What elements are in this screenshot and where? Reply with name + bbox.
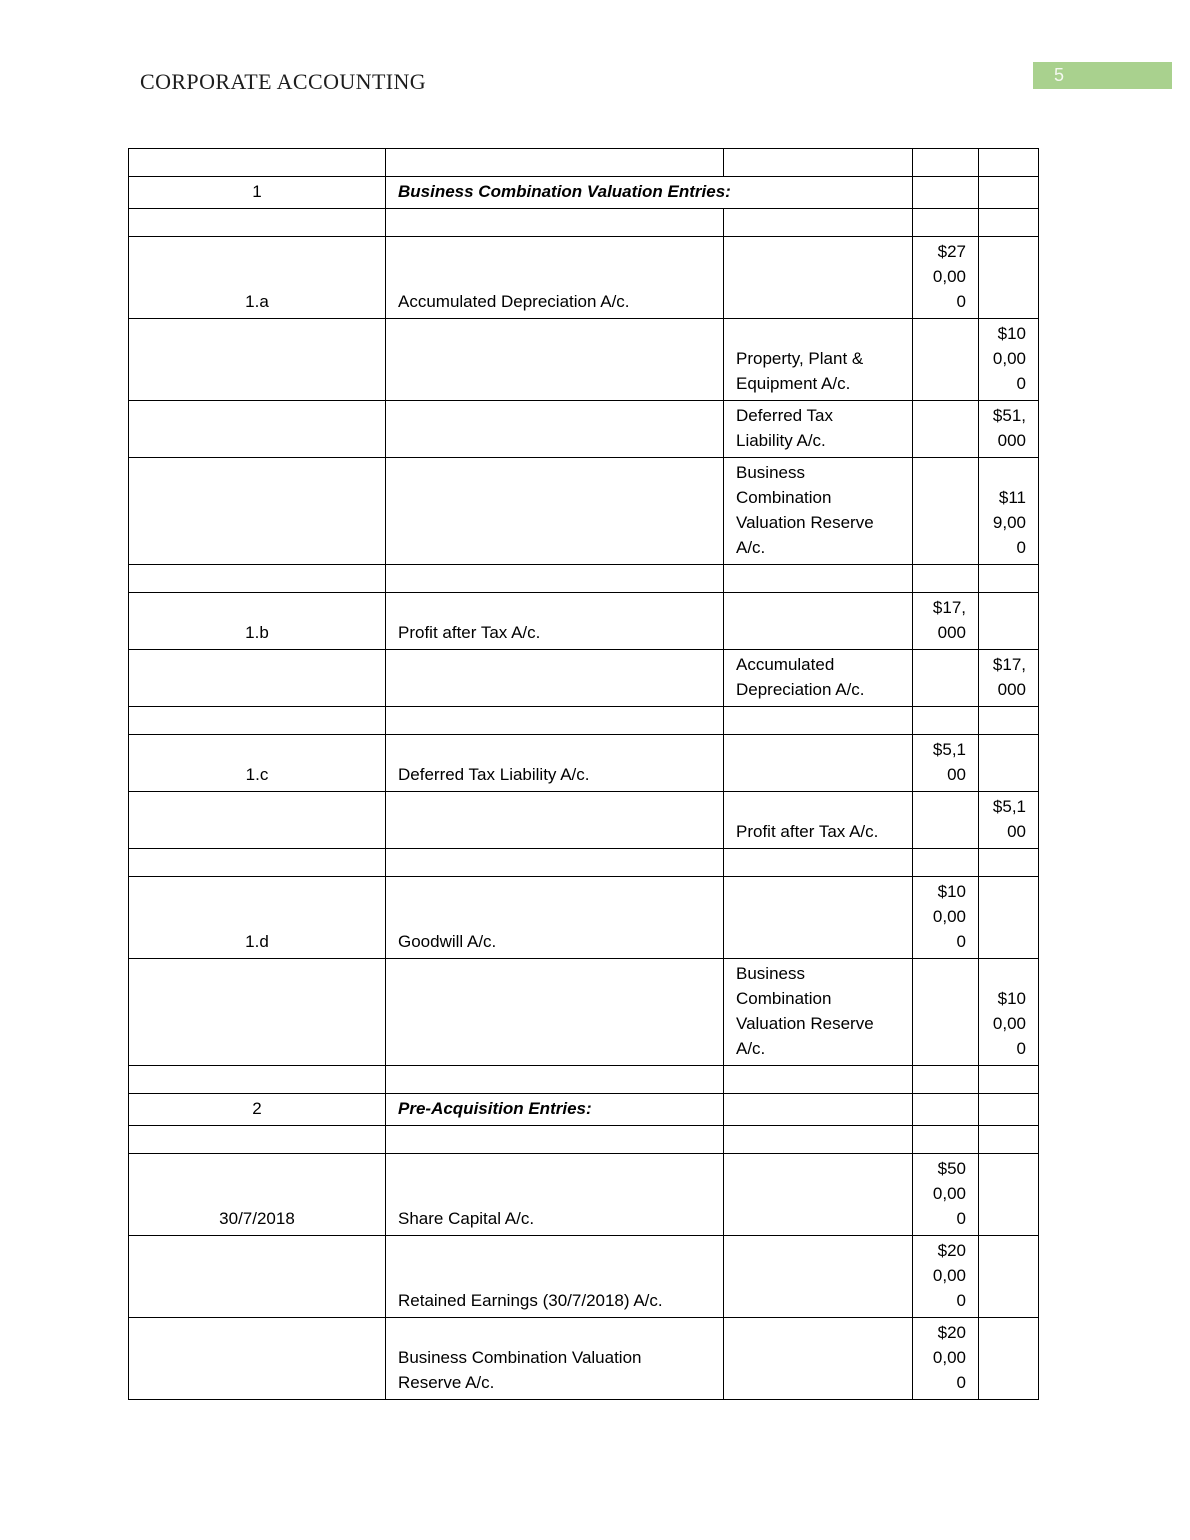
- credit-account-cell: Deferred Tax Liability A/c.: [724, 401, 913, 458]
- section-row: [129, 1094, 1039, 1126]
- journal-entries-table: [128, 148, 1039, 1400]
- debit-amount-cell: $17,000: [913, 593, 979, 650]
- debit-amount-cell: $500,000: [913, 1154, 979, 1236]
- debit-account-cell: Profit after Tax A/c.: [386, 593, 724, 650]
- entry-row: [129, 877, 1039, 959]
- spacer-row: [129, 1126, 1039, 1154]
- entry-no-cell: [129, 959, 386, 1066]
- debit-amount-cell: [913, 401, 979, 458]
- credit-account-cell: [724, 565, 913, 593]
- debit-amount-cell: [913, 1094, 979, 1126]
- debit-amount-cell: [913, 319, 979, 401]
- credit-amount-cell: $119,000: [979, 458, 1039, 565]
- entry-no-cell: [129, 1126, 386, 1154]
- entry-no-cell: [129, 209, 386, 237]
- entry-no-cell: [129, 319, 386, 401]
- debit-account-cell: [386, 1126, 724, 1154]
- credit-account-cell: [724, 209, 913, 237]
- credit-account-cell: [724, 1094, 913, 1126]
- debit-account-cell: [386, 1066, 724, 1094]
- entry-no-cell: [129, 707, 386, 735]
- debit-amount-cell: [913, 565, 979, 593]
- credit-amount-cell: [979, 1066, 1039, 1094]
- debit-amount-cell: [913, 209, 979, 237]
- entry-no-cell: [129, 565, 386, 593]
- entry-row: [129, 237, 1039, 319]
- spacer-row: [129, 565, 1039, 593]
- debit-account-cell: [386, 458, 724, 565]
- credit-amount-cell: $51,000: [979, 401, 1039, 458]
- debit-account-cell: Retained Earnings (30/7/2018) A/c.: [386, 1236, 724, 1318]
- credit-amount-cell: [979, 1154, 1039, 1236]
- credit-account-cell: [724, 1318, 913, 1400]
- debit-account-cell: Share Capital A/c.: [386, 1154, 724, 1236]
- debit-amount-cell: [913, 959, 979, 1066]
- entry-row: [129, 959, 1039, 1066]
- credit-amount-cell: [979, 149, 1039, 177]
- debit-amount-cell: $100,000: [913, 877, 979, 959]
- entry-no-cell: [129, 1066, 386, 1094]
- credit-account-cell: Accumulated Depreciation A/c.: [724, 650, 913, 707]
- debit-amount-cell: [913, 1066, 979, 1094]
- debit-amount-cell: [913, 707, 979, 735]
- credit-amount-cell: [979, 565, 1039, 593]
- debit-amount-cell: [913, 149, 979, 177]
- entry-no-cell: [129, 149, 386, 177]
- entry-row: [129, 319, 1039, 401]
- credit-amount-cell: [979, 1094, 1039, 1126]
- debit-amount-cell: [913, 849, 979, 877]
- entry-row: [129, 458, 1039, 565]
- spacer-row: [129, 149, 1039, 177]
- debit-amount-cell: [913, 1126, 979, 1154]
- credit-amount-cell: [979, 877, 1039, 959]
- debit-amount-cell: $200,000: [913, 1318, 979, 1400]
- entry-no-cell: 30/7/2018: [129, 1154, 386, 1236]
- credit-account-cell: [724, 849, 913, 877]
- credit-account-cell: Property, Plant & Equipment A/c.: [724, 319, 913, 401]
- credit-account-cell: [724, 1066, 913, 1094]
- credit-amount-cell: [979, 1318, 1039, 1400]
- debit-account-cell: [386, 650, 724, 707]
- credit-account-cell: Business Combination Valuation Reserve A/c.: [724, 959, 913, 1066]
- credit-account-cell: [724, 1154, 913, 1236]
- entry-row: [129, 1154, 1039, 1236]
- spacer-row: [129, 209, 1039, 237]
- debit-account-cell: [386, 849, 724, 877]
- credit-amount-cell: $17,000: [979, 650, 1039, 707]
- credit-amount-cell: [979, 177, 1039, 209]
- entry-no-cell: [129, 1318, 386, 1400]
- debit-amount-cell: $270,000: [913, 237, 979, 319]
- credit-account-cell: [724, 707, 913, 735]
- entry-row: [129, 650, 1039, 707]
- spacer-row: [129, 1066, 1039, 1094]
- credit-amount-cell: [979, 1126, 1039, 1154]
- credit-amount-cell: $100,000: [979, 959, 1039, 1066]
- entry-no-cell: 1: [129, 177, 386, 209]
- entry-no-cell: 1.c: [129, 735, 386, 792]
- entry-no-cell: [129, 401, 386, 458]
- entry-row: [129, 593, 1039, 650]
- credit-account-cell: [724, 877, 913, 959]
- debit-amount-cell: $5,100: [913, 735, 979, 792]
- entry-no-cell: 1.a: [129, 237, 386, 319]
- page-number: 5: [1054, 65, 1065, 85]
- page-title: CORPORATE ACCOUNTING: [140, 69, 427, 94]
- credit-amount-cell: [979, 707, 1039, 735]
- entry-row: [129, 735, 1039, 792]
- entry-no-cell: 2: [129, 1094, 386, 1126]
- credit-account-cell: [724, 1126, 913, 1154]
- debit-account-cell: Deferred Tax Liability A/c.: [386, 735, 724, 792]
- spacer-row: [129, 849, 1039, 877]
- credit-account-cell: [724, 149, 913, 177]
- entry-no-cell: [129, 650, 386, 707]
- debit-account-cell: [386, 149, 724, 177]
- entry-no-cell: [129, 1236, 386, 1318]
- credit-account-cell: [724, 593, 913, 650]
- entry-row: [129, 1236, 1039, 1318]
- debit-account-cell: [386, 209, 724, 237]
- journal-table-body: [129, 149, 1039, 1400]
- credit-amount-cell: [979, 1236, 1039, 1318]
- spacer-row: [129, 707, 1039, 735]
- credit-amount-cell: [979, 237, 1039, 319]
- entry-row: [129, 1318, 1039, 1400]
- section-title-cell: Business Combination Valuation Entries:: [386, 177, 913, 209]
- credit-amount-cell: [979, 849, 1039, 877]
- credit-amount-cell: [979, 593, 1039, 650]
- entry-no-cell: 1.b: [129, 593, 386, 650]
- debit-amount-cell: [913, 177, 979, 209]
- debit-amount-cell: $200,000: [913, 1236, 979, 1318]
- entry-no-cell: [129, 792, 386, 849]
- credit-amount-cell: [979, 735, 1039, 792]
- section-title-cell: Pre-Acquisition Entries:: [386, 1094, 724, 1126]
- debit-account-cell: [386, 401, 724, 458]
- credit-amount-cell: [979, 209, 1039, 237]
- debit-amount-cell: [913, 458, 979, 565]
- credit-account-cell: Business Combination Valuation Reserve A/c.: [724, 458, 913, 565]
- debit-account-cell: Goodwill A/c.: [386, 877, 724, 959]
- debit-amount-cell: [913, 792, 979, 849]
- debit-account-cell: [386, 319, 724, 401]
- credit-amount-cell: $5,100: [979, 792, 1039, 849]
- debit-amount-cell: [913, 650, 979, 707]
- entry-row: [129, 792, 1039, 849]
- debit-account-cell: Business Combination Valuation Reserve A/c.: [386, 1318, 724, 1400]
- credit-account-cell: [724, 735, 913, 792]
- credit-account-cell: [724, 1236, 913, 1318]
- entry-no-cell: 1.d: [129, 877, 386, 959]
- entry-row: [129, 401, 1039, 458]
- section-row: [129, 177, 1039, 209]
- debit-account-cell: Accumulated Depreciation A/c.: [386, 237, 724, 319]
- entry-no-cell: [129, 458, 386, 565]
- credit-account-cell: Profit after Tax A/c.: [724, 792, 913, 849]
- credit-amount-cell: $100,000: [979, 319, 1039, 401]
- debit-account-cell: [386, 959, 724, 1066]
- debit-account-cell: [386, 707, 724, 735]
- page-number-badge: [1033, 62, 1172, 89]
- credit-account-cell: [724, 237, 913, 319]
- debit-account-cell: [386, 565, 724, 593]
- entry-no-cell: [129, 849, 386, 877]
- debit-account-cell: [386, 792, 724, 849]
